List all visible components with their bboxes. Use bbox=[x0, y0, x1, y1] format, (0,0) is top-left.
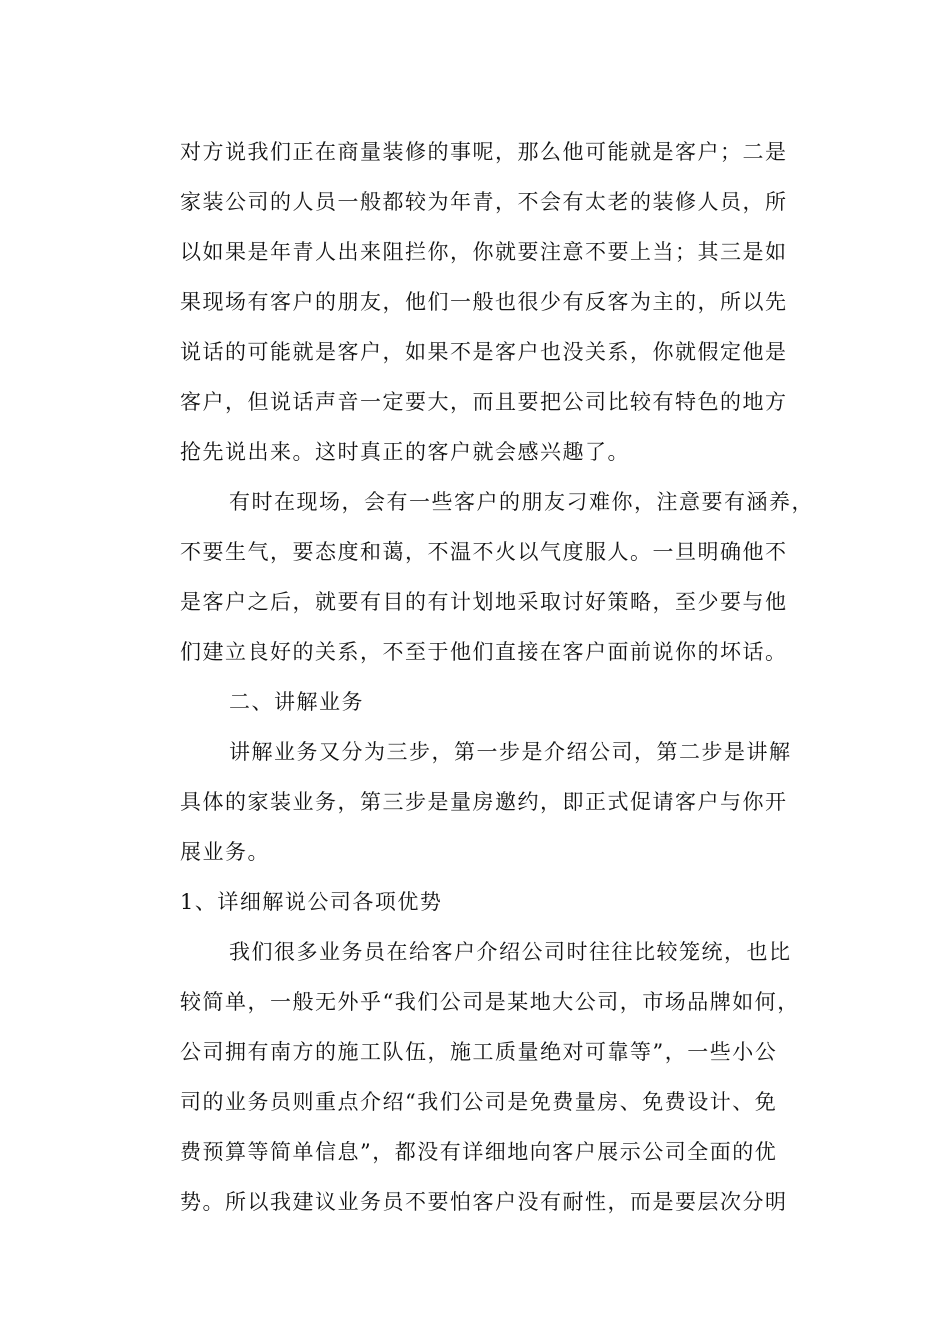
text-line: 费预算等简单信息”，都没有详细地向客户展示公司全面的优 bbox=[180, 1140, 778, 1164]
text-line: 客户，但说话声音一定要大，而且要把公司比较有特色的地方 bbox=[180, 390, 788, 414]
text-line: 不要生气，要态度和蔼，不温不火以气度服人。一旦明确他不 bbox=[180, 540, 788, 564]
text-line: 说话的可能就是客户，如果不是客户也没关系，你就假定他是 bbox=[180, 340, 788, 364]
text-line: 有时在现场，会有一些客户的朋友刁难你，注意要有涵养， bbox=[229, 490, 814, 514]
text-line: 家装公司的人员一般都较为年青，不会有太老的装修人员，所 bbox=[180, 190, 788, 214]
text-line: 公司拥有南方的施工队伍，施工质量绝对可靠等”，一些小公 bbox=[180, 1040, 778, 1064]
text-line: 司的业务员则重点介绍“我们公司是免费量房、免费设计、免 bbox=[180, 1090, 778, 1114]
text-line: 是客户之后，就要有目的有计划地采取讨好策略，至少要与他 bbox=[180, 590, 788, 614]
text-line: 势。所以我建议业务员不要怕客户没有耐性，而是要层次分明 bbox=[180, 1190, 788, 1214]
text-line: 对方说我们正在商量装修的事呢，那么他可能就是客户；二是 bbox=[180, 140, 788, 164]
text-line: 展业务。 bbox=[180, 840, 270, 864]
text-line: 们建立良好的关系，不至于他们直接在客户面前说你的坏话。 bbox=[180, 640, 788, 664]
text-line: 较简单，一般无外乎“我们公司是某地大公司，市场品牌如何， bbox=[180, 990, 800, 1014]
text-line: 具体的家装业务，第三步是量房邀约，即正式促请客户与你开 bbox=[180, 790, 788, 814]
text-line: 讲解业务又分为三步，第一步是介绍公司，第二步是讲解 bbox=[229, 740, 792, 764]
text-line: 我们很多业务员在给客户介绍公司时往往比较笼统，也比 bbox=[229, 940, 792, 964]
text-line: 果现场有客户的朋友，他们一般也很少有反客为主的，所以先 bbox=[180, 290, 788, 314]
text-line: 抢先说出来。这时真正的客户就会感兴趣了。 bbox=[180, 440, 630, 464]
text-line: 以如果是年青人出来阻拦你，你就要注意不要上当；其三是如 bbox=[180, 240, 788, 264]
subsection-heading: 1、详细解说公司各项优势 bbox=[180, 890, 443, 914]
section-heading: 二、讲解业务 bbox=[229, 690, 364, 714]
